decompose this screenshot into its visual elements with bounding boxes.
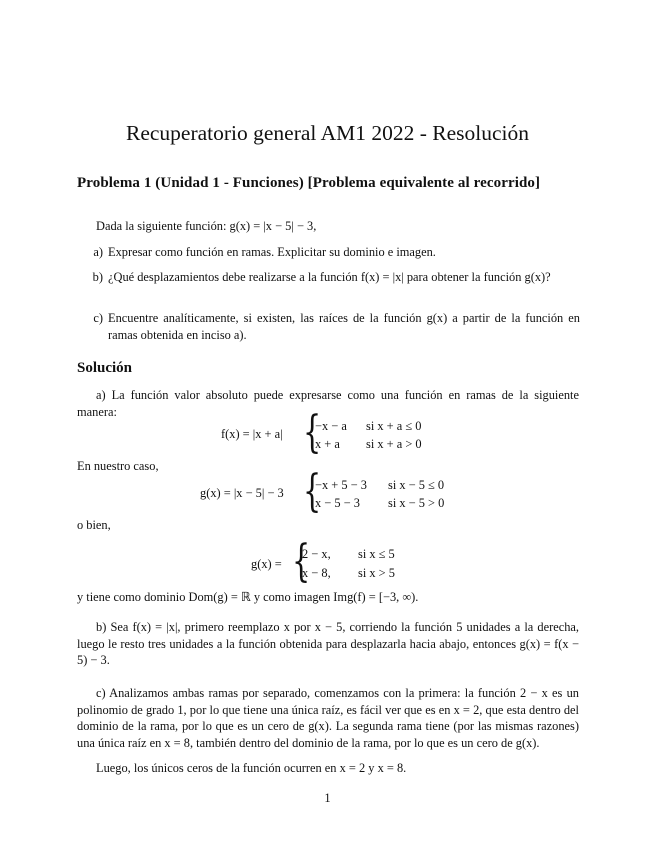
eq1-case2-cond: si x + a > 0 xyxy=(366,437,422,451)
eq2-lhs: g(x) = |x − 5| − 3 xyxy=(200,486,284,500)
item-c-label: c) xyxy=(93,311,103,325)
solution-c-paragraph: c) Analizamos ambas ramas por separado, comenzamos con la primera: la función 2 − x es un polinomio de grado 1, por lo que tiene una única raíz, es fácil ver que es en x = 2, que esta dentro del dominio de la rama, por lo que es un cero de g(x). La segunda rama tiene (por las mismas razones) una única raíz en x = 8, también dentro del dominio de la rama, por lo que es un cero de g(x). xyxy=(77,686,579,751)
eq1-lhs: f(x) = |x + a| xyxy=(221,427,283,441)
item-a-label: a) xyxy=(93,245,103,259)
solution-a-paragraph: a) La función valor absoluto puede expresarse como una función en ramas de la siguiente manera: xyxy=(77,388,579,419)
eq3-brace: { xyxy=(292,536,311,587)
eq1-case1-expr: −x − a xyxy=(315,419,347,433)
eq3-case1-expr: 2 − x, xyxy=(302,547,331,561)
final-line: Luego, los únicos ceros de la función ocurren en x = 2 y x = 8. xyxy=(96,761,407,775)
eq3-case2-expr: x − 8, xyxy=(302,566,331,580)
document-title: Recuperatorio general AM1 2022 - Resolución xyxy=(125,121,530,145)
solution-heading: Solución xyxy=(77,360,133,376)
eq2-brace: { xyxy=(303,466,322,517)
problem-heading: Problema 1 (Unidad 1 - Funciones) [Problema equivalente al recorrido] xyxy=(77,175,541,191)
item-a-text: Expresar como función en ramas. Explicitar su dominio e imagen. xyxy=(108,245,436,259)
o-bien: o bien, xyxy=(77,518,111,532)
eq3-lhs: g(x) = xyxy=(251,557,282,571)
item-c-text: Encuentre analíticamente, si existen, las raíces de la función g(x) a partir de la función en ramas obtenida en inciso a). xyxy=(108,311,580,342)
eq1-brace: { xyxy=(303,407,322,458)
eq2-case2-cond: si x − 5 > 0 xyxy=(388,496,445,510)
eq2-case1-cond: si x − 5 ≤ 0 xyxy=(388,478,445,492)
eq1-case2-expr: x + a xyxy=(315,437,340,451)
eq2-case2-expr: x − 5 − 3 xyxy=(315,496,360,510)
eq3-case2-cond: si x > 5 xyxy=(358,566,395,580)
item-b-label: b) xyxy=(92,270,103,284)
eq1-case1-cond: si x + a ≤ 0 xyxy=(366,419,422,433)
problem-intro: Dada la siguiente función: g(x) = |x − 5| − 3, xyxy=(96,219,317,233)
eq3-case1-cond: si x ≤ 5 xyxy=(358,547,395,561)
domain-line: y tiene como dominio Dom(g) = ℝ y como imagen Img(f) = [−3, ∞). xyxy=(77,590,419,604)
solution-b-paragraph: b) Sea f(x) = |x|, primero reemplazo x por x − 5, corriendo la función 5 unidades a la derecha, luego le resto tres unidades a la función obtenida para desplazarla hacia abajo, entonces g(x) = f(x − 5) − 3. xyxy=(77,620,579,668)
en-nuestro-caso: En nuestro caso, xyxy=(77,459,159,473)
eq2-case1-expr: −x + 5 − 3 xyxy=(315,478,367,492)
item-b-text: ¿Qué desplazamientos debe realizarse a la función f(x) = |x| para obtener la función g(x)? xyxy=(108,270,551,284)
page-number: 1 xyxy=(324,791,331,805)
